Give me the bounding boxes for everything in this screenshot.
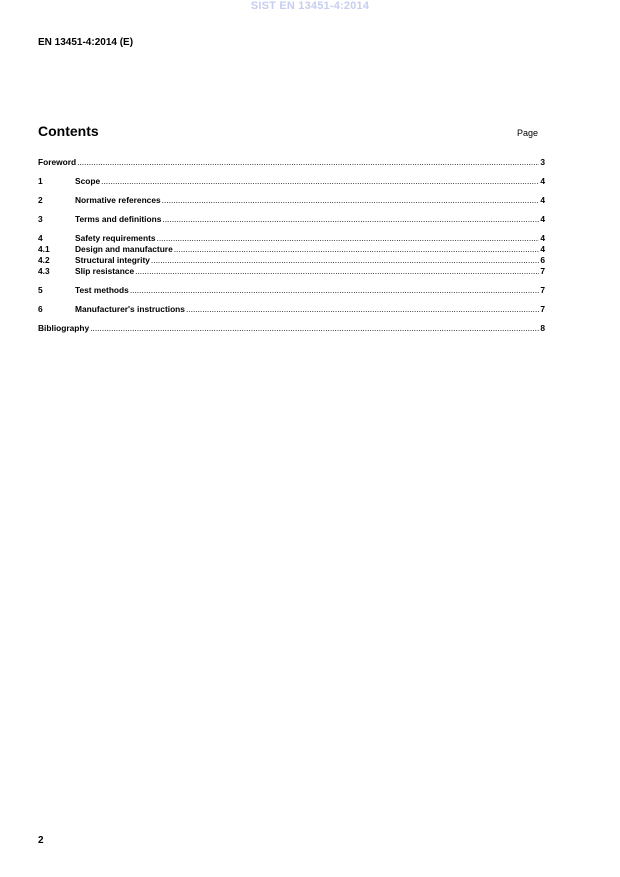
toc-entry-test-methods[interactable] [38, 285, 545, 296]
toc-leader-dots [130, 285, 540, 296]
toc-entry-title: Scope [75, 176, 101, 186]
toc-entry-title: Structural integrity [75, 255, 150, 265]
toc-entry-number: 2 [38, 195, 43, 205]
toc-leader-dots [157, 233, 540, 244]
toc-entry-number: 5 [38, 285, 43, 295]
toc-entry-title: Manufacturer's instructions [75, 304, 185, 314]
toc-entry-title: Terms and definitions [75, 214, 162, 224]
toc-leader-dots [174, 244, 540, 255]
toc-entry-title: Design and manufacture [75, 244, 173, 254]
document-identifier: EN 13451-4:2014 (E) [38, 37, 134, 48]
toc-entry-slip-resistance[interactable] [38, 266, 545, 277]
watermark-text: SIST EN 13451-4:2014 [250, 0, 370, 12]
toc-entry-terms-and-definitions[interactable] [38, 214, 545, 225]
toc-entry-number: 1 [38, 176, 43, 186]
toc-entry-title: Safety requirements [75, 233, 156, 243]
toc-leader-dots [90, 323, 539, 334]
toc-entry-number: 4.1 [38, 244, 50, 254]
toc-entry-scope[interactable] [38, 176, 545, 187]
toc-leader-dots [186, 304, 539, 315]
toc-entry-number: 6 [38, 304, 43, 314]
toc-entry-number: 4 [38, 233, 43, 243]
toc-entry-title: Foreword [38, 157, 77, 167]
toc-entry-safety-requirements[interactable] [38, 233, 545, 244]
toc-entry-number: 4.3 [38, 266, 50, 276]
toc-entry-number: 4.2 [38, 255, 50, 265]
toc-entry-page: 7 [540, 266, 545, 276]
toc-leader-dots [135, 266, 539, 277]
toc-entry-design-and-manufacture[interactable] [38, 244, 545, 255]
toc-leader-dots [77, 157, 539, 168]
toc-entry-foreword[interactable] [38, 157, 545, 168]
table-of-contents [38, 157, 545, 334]
toc-entry-page: 3 [540, 157, 545, 167]
page-column-label: Page [517, 128, 539, 138]
toc-entry-title: Test methods [75, 285, 129, 295]
toc-entry-page: 8 [540, 323, 545, 333]
toc-entry-bibliography[interactable] [38, 323, 545, 334]
toc-entry-title: Bibliography [38, 323, 90, 333]
toc-entry-number: 3 [38, 214, 43, 224]
toc-entry-page: 7 [540, 285, 545, 295]
toc-entry-page: 4 [540, 176, 545, 186]
toc-entry-page: 4 [540, 233, 545, 243]
toc-entry-page: 4 [540, 195, 545, 205]
toc-entry-structural-integrity[interactable] [38, 255, 545, 266]
toc-entry-page: 4 [540, 214, 545, 224]
toc-entry-normative-references[interactable] [38, 195, 545, 206]
toc-entry-page: 4 [540, 244, 545, 254]
toc-leader-dots [162, 214, 539, 225]
toc-leader-dots [162, 195, 540, 206]
page-number: 2 [38, 835, 44, 846]
toc-leader-dots [151, 255, 539, 266]
toc-leader-dots [101, 176, 539, 187]
toc-entry-title: Normative references [75, 195, 161, 205]
toc-entry-title: Slip resistance [75, 266, 135, 276]
toc-entry-page: 6 [540, 255, 545, 265]
toc-entry-manufacturers-instructions[interactable] [38, 304, 545, 315]
contents-heading: Contents [38, 123, 99, 139]
toc-entry-page: 7 [540, 304, 545, 314]
